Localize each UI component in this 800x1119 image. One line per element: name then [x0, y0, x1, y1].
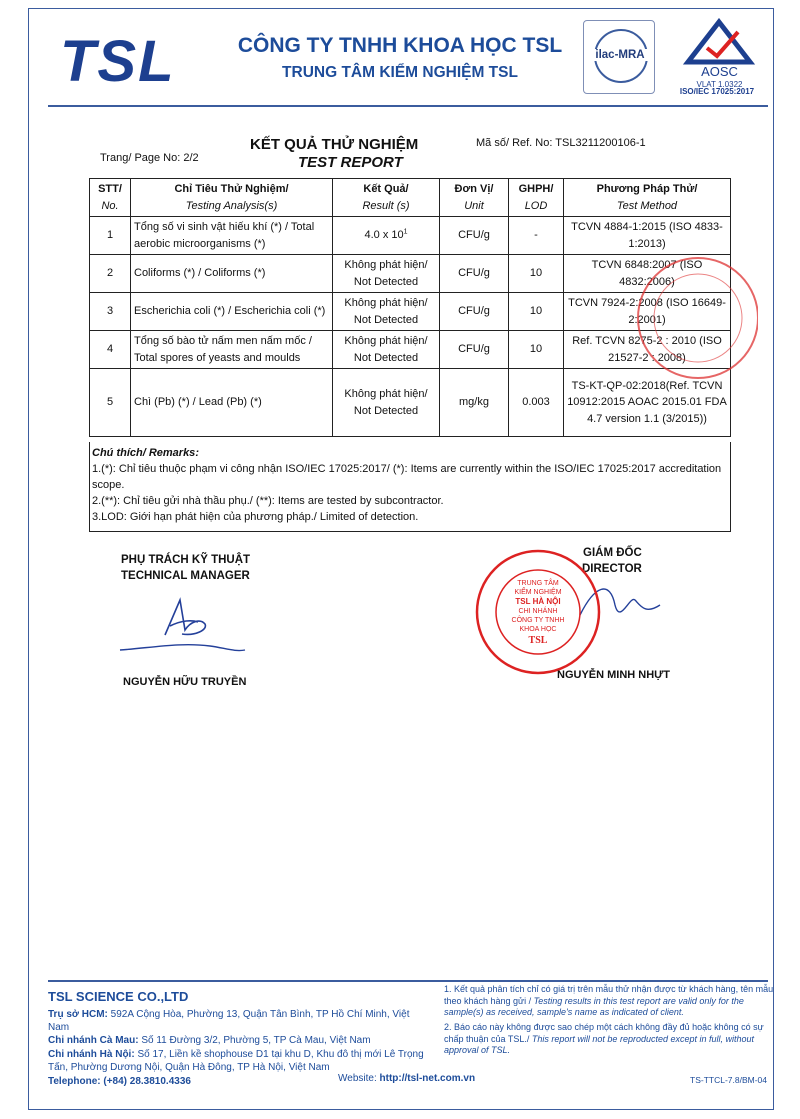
- report-title-en: TEST REPORT: [298, 154, 403, 171]
- footer-addresses: [48, 1008, 428, 1074]
- cell-lod: 0.003: [509, 369, 564, 437]
- remarks-heading: Chú thích/ Remarks:: [92, 447, 199, 459]
- technical-manager-title-en: TECHNICAL MANAGER: [121, 570, 250, 582]
- director-title-vn: GIÁM ĐỐC: [583, 547, 642, 559]
- remarks-box: [89, 442, 731, 532]
- footer-company: TSL SCIENCE CO.,LTD: [48, 989, 189, 1004]
- remark-2: 2.(**): Chỉ tiêu gửi nhà thầu phụ./ (**): Items are tested by subcontractor.: [92, 494, 444, 507]
- cell-no: 3: [90, 293, 131, 331]
- cell-unit: CFU/g: [440, 217, 509, 255]
- header-divider: [48, 105, 768, 107]
- cell-analysis: Coliforms (*) / Coliforms (*): [131, 255, 333, 293]
- cell-unit: CFU/g: [440, 293, 509, 331]
- cell-unit: CFU/g: [440, 331, 509, 369]
- cell-analysis: Chì (Pb) (*) / Lead (Pb) (*): [131, 369, 333, 437]
- cell-method: Ref. TCVN 8275-2 : 2010 (ISO 21527-2 : 2008): [564, 331, 731, 369]
- cell-analysis: Tổng số bào tử nấm men nấm mốc / Total spores of yeasts and moulds: [131, 331, 333, 369]
- seal-line: TSL HÀ NỘI: [515, 597, 561, 606]
- cell-method: TCVN 6848:2007 (ISO 4832:2006): [564, 255, 731, 293]
- cell-no: 5: [90, 369, 131, 437]
- director-title-en: DIRECTOR: [582, 563, 642, 575]
- cell-result: 4.0 x $10^1$: [333, 217, 440, 255]
- footer-website: Website: http://tsl-net.com.vn: [338, 1073, 476, 1084]
- reference-number: [476, 137, 646, 149]
- seal-line: CÔNG TY TNHH: [511, 617, 565, 624]
- cell-result: Không phát hiện/ Not Detected: [333, 331, 440, 369]
- col-unit: Đơn Vị/ Unit: [440, 179, 509, 217]
- cell-unit: mg/kg: [440, 369, 509, 437]
- cell-lod: 10: [509, 293, 564, 331]
- cell-method: TCVN 4884-1:2015 (ISO 4833-1:2013): [564, 217, 731, 255]
- aosc-logo: [672, 18, 767, 98]
- cell-result: Không phát hiện/ Not Detected: [333, 293, 440, 331]
- table-header-row: [90, 179, 731, 217]
- page-number: Trang/ Page No: 2/2: [100, 152, 199, 164]
- website-link[interactable]: http://tsl-net.com.vn: [379, 1073, 476, 1084]
- seal-line: CHI NHÁNH: [518, 608, 558, 615]
- technical-manager-title-vn: PHỤ TRÁCH KỸ THUẬT: [121, 554, 251, 566]
- footer-note-1: 1. Kết quả phân tích chỉ có giá trị trên mẫu thử nhận được từ khách hàng, tên mẫu theo khách hàng gửi / Testing results in this test report are valid only for the sample(s) as received, sample's name as indicated of client.: [444, 984, 774, 1018]
- form-code: TS-TTCL-7.8/BM-04: [690, 1075, 767, 1085]
- vlat-code: VLAT 1.0322: [696, 80, 743, 89]
- seal-line: TRUNG TÂM: [517, 580, 559, 587]
- aosc-text: AOSC: [701, 64, 738, 79]
- cell-result: Không phát hiện/ Not Detected: [333, 369, 440, 437]
- cell-analysis: Escherichia coli (*) / Escherichia coli (*): [131, 293, 333, 331]
- director-name: NGUYỄN MINH NHỰT: [557, 669, 671, 681]
- col-method: Phương Pháp Thử/ Test Method: [564, 179, 731, 217]
- aosc-triangle-icon: [672, 18, 767, 66]
- cell-method: TCVN 7924-2:2008 (ISO 16649-2:2001): [564, 293, 731, 331]
- footer-phone: Telephone: (+84) 28.3810.4336: [48, 1076, 191, 1087]
- hcm-address: Trụ sở HCM: 592A Cộng Hòa, Phường 13, Quận Tân Bình, TP Hồ Chí Minh, Việt Nam: [48, 1009, 410, 1034]
- cell-analysis: Tổng số vi sinh vật hiếu khí (*) / Total aerobic microorganisms (*): [131, 217, 333, 255]
- camau-address: Chi nhánh Cà Mau: Số 11 Đường 3/2, Phường 5, TP Cà Mau, Việt Nam: [48, 1035, 371, 1047]
- company-name: CÔNG TY TNHH KHOA HỌC TSL: [237, 34, 563, 57]
- cell-no: 1: [90, 217, 131, 255]
- cell-unit: CFU/g: [440, 255, 509, 293]
- report-title-vn: KẾT QUẢ THỬ NGHIỆM: [250, 136, 419, 153]
- seal-line: KHOA HỌC: [519, 626, 557, 633]
- ref-label: Mã số/ Ref. No:: [476, 137, 553, 149]
- seal-line: KIỂM NGHIỆM: [514, 589, 562, 596]
- hanoi-address: Chi nhánh Hà Nội: Số 17, Liền kề shophouse D1 tại khu D, Khu đô thị mới Lê Trọng Tấn, Phường Dương Nội, Quận Hà Đông, TP Hà Nội, Việt Nam: [48, 1048, 424, 1073]
- col-lod: GHPH/ LOD: [509, 179, 564, 217]
- col-analysis: Chỉ Tiêu Thử Nghiệm/ Testing Analysis(s): [131, 179, 333, 217]
- cell-method: TS-KT-QP-02:2018(Ref. TCVN 10912:2015 AOAC 2015.01 FDA 4.7 version 1.1 (3/2015)): [564, 369, 731, 437]
- seal-line: TSL: [528, 635, 548, 646]
- ilac-mra-text: ilac-MRA: [588, 49, 652, 61]
- cell-no: 2: [90, 255, 131, 293]
- cell-lod: 10: [509, 255, 564, 293]
- cell-result: Không phát hiện/ Not Detected: [333, 255, 440, 293]
- cell-lod: 10: [509, 331, 564, 369]
- company-seal-icon: [474, 548, 602, 676]
- side-stamp-icon: [628, 238, 758, 398]
- footer-divider: [48, 980, 768, 982]
- remark-1: 1.(*): Chỉ tiêu thuộc phạm vi công nhận ISO/IEC 17025:2017/ (*): Items are currently within the ISO/IEC 17025:2017 accreditation scope.: [92, 462, 722, 491]
- company-logo: TSL: [60, 29, 176, 94]
- iso-standard: ISO/IEC 17025:2017: [679, 87, 755, 96]
- col-no: STT/ No.: [90, 179, 131, 217]
- ref-value: TSL3211200106-1: [555, 137, 646, 149]
- remark-3: 3.LOD: Giới hạn phát hiện của phương pháp./ Limited of detection.: [92, 510, 419, 523]
- cell-lod: -: [509, 217, 564, 255]
- technical-manager-name: NGUYỄN HỮU TRUYỀN: [123, 676, 247, 688]
- technical-manager-signature: [110, 590, 250, 670]
- col-result: Kết Quả/ Result (s): [333, 179, 440, 217]
- ilac-mra-logo: [583, 20, 655, 94]
- footer-note-2: 2. Báo cáo này không được sao chép một cách không đầy đủ hoặc không có sự chấp thuận của TSL./ This report will not be reproducted except in full, without approval of TSL.: [444, 1022, 764, 1056]
- center-name: TRUNG TÂM KIỂM NGHIỆM TSL: [282, 64, 518, 81]
- cell-no: 4: [90, 331, 131, 369]
- footer-notes: [444, 984, 774, 1060]
